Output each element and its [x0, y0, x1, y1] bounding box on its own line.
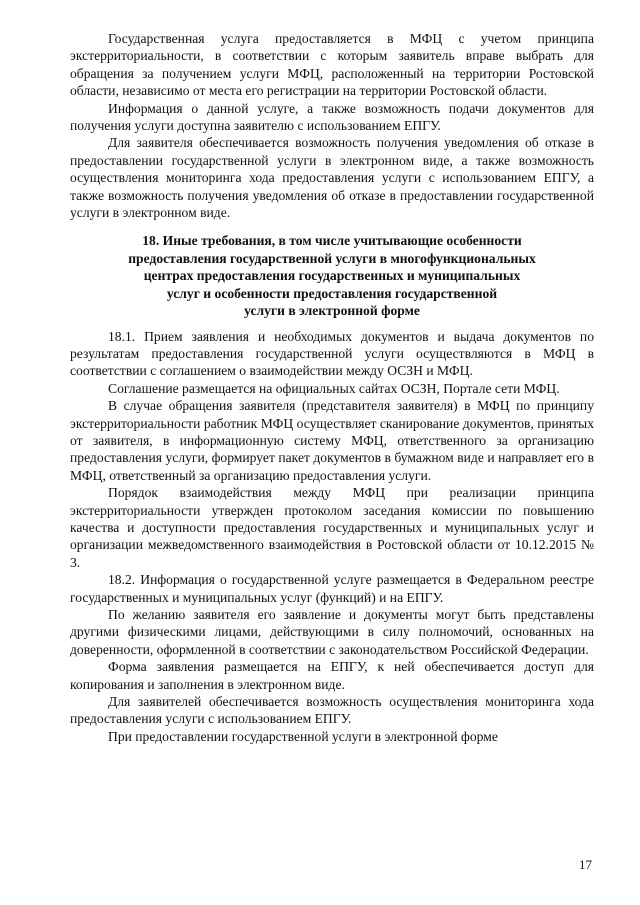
heading-line: услуг и особенности предоставления государственной [166, 285, 498, 301]
heading-line: центрах предоставления государственных и муниципальных [143, 268, 521, 284]
heading-line: услуги в электронной форме [244, 303, 420, 319]
paragraph: В случае обращения заявителя (представителя заявителя) в МФЦ по принципу экстерриториальности работник МФЦ осуществляет сканирование документов, принятых от заявителя, в информационную систему МФЦ, ответственного за организацию предоставления услуги, формирует пакет документов в бумажном виде и направляет его в МФЦ, ответственный за организацию предоставления услуги. [70, 398, 594, 483]
paragraph: Для заявителя обеспечивается возможность получения уведомления об отказе в предоставлении государственной услуги в электронном виде, а также возможность осуществления мониторинга хода предоставления услуги с использованием ЕПГУ, а также возможность получения уведомления об отказе в предоставлении государственной услуги в электронном виде. [70, 135, 594, 221]
page-number: 17 [579, 857, 592, 872]
paragraph: При предоставлении государственной услуги в электронной форме [108, 728, 498, 744]
paragraph: Соглашение размещается на официальных сайтах ОСЗН, Портале сети МФЦ. [108, 380, 560, 396]
heading-line: 18. Иные требования, в том числе учитывающие особенности [142, 233, 522, 249]
paragraph: По желанию заявителя его заявление и документы могут быть представлены другими физическими лицами, действующими в силу полномочий, основанных на доверенности, оформленной в соответствии с законодательством Российской Федерации. [70, 607, 594, 657]
paragraph: Форма заявления размещается на ЕПГУ, к ней обеспечивается доступ для копирования и заполнения в электронном виде. [70, 659, 594, 692]
document-page [70, 30, 594, 745]
paragraph: 18.2. Информация о государственной услуге размещается в Федеральном реестре государственных и муниципальных услуг (функций) и на ЕПГУ. [70, 572, 594, 605]
section-heading [70, 232, 594, 319]
paragraph: Для заявителей обеспечивается возможность осуществления мониторинга хода предоставления услуги с использованием ЕПГУ. [70, 694, 594, 727]
paragraph: Порядок взаимодействия между МФЦ при реализации принципа экстерриториальности утвержден протоколом заседания комиссии по повышению качества и доступности предоставления государственных и муниципальных услуг и организации межведомственного взаимодействия в Ростовской области от 10.12.2015 № 3. [70, 485, 594, 570]
paragraph: 18.1. Прием заявления и необходимых документов и выдача документов по результатам предоставления государственной услуги осуществляются в МФЦ в соответствии с соглашением о взаимодействии между ОСЗН и МФЦ. [70, 328, 594, 379]
paragraph: Информация о данной услуге, а также возможность подачи документов для получения услуги доступна заявителю с использованием ЕПГУ. [70, 100, 594, 134]
heading-line: предоставления государственной услуги в многофункциональных [128, 250, 536, 266]
paragraph: Государственная услуга предоставляется в МФЦ с учетом принципа экстерриториальности, в соответствии с которым заявитель вправе выбрать для обращения за получением услуги МФЦ, расположенный на территории Ростовской области, независимо от места его регистрации на территории Ростовской области. [70, 31, 594, 99]
